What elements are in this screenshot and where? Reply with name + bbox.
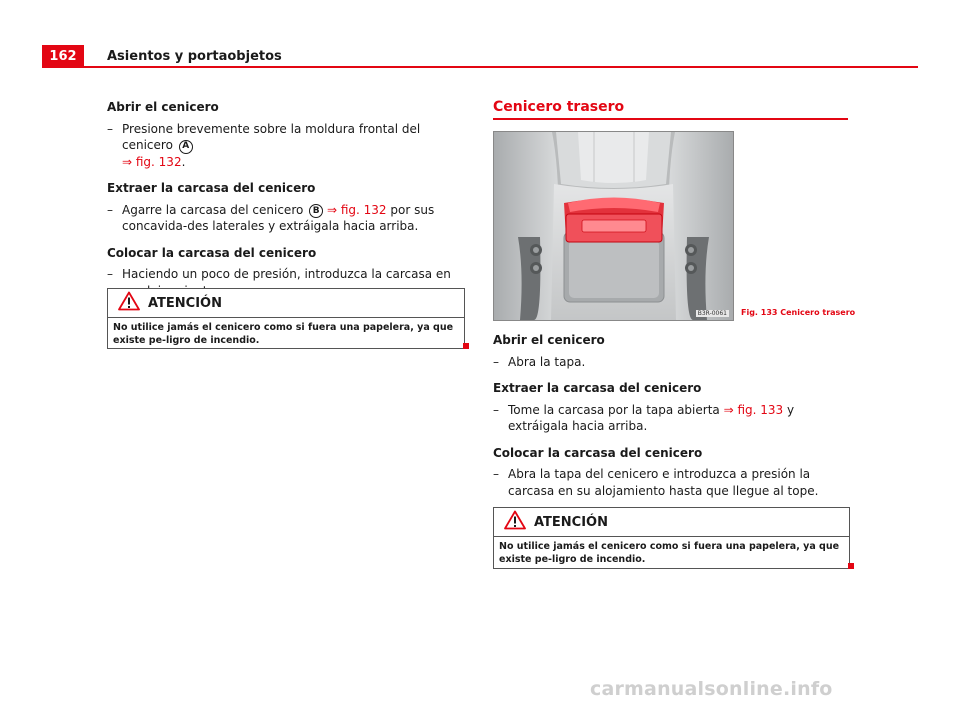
warning-box (493, 507, 850, 569)
warning-header (494, 508, 849, 537)
warning-box (107, 288, 465, 349)
ashtray-highlight (564, 198, 664, 243)
callout-badge-a: A (179, 140, 193, 154)
subheading-remove: Extraer la carcasa del cenicero (493, 381, 702, 395)
rear-ashtray-figure (493, 131, 734, 321)
right-column (493, 332, 848, 509)
header-divider (42, 66, 918, 68)
figure-reference-link[interactable]: ⇒ fig. 133 (723, 402, 784, 417)
subheading-place: Colocar la carcasa del cenicero (107, 245, 317, 260)
figure-caption: Fig. 133 Cenicero trasero (741, 308, 856, 317)
step-dash: – (107, 202, 113, 217)
subheading-remove: Extraer la carcasa del cenicero (107, 181, 316, 195)
warning-title: ATENCIÓN (148, 295, 222, 311)
step-open: – Presione brevemente sobre la moldura frontal del cenicero A ⇒ fig. 132. (107, 121, 421, 169)
figure-reference-link[interactable]: ⇒ fig. 132 (122, 154, 182, 169)
subheading-place: Colocar la carcasa del cenicero (493, 445, 703, 460)
subheading-open: Abrir el cenicero (107, 100, 219, 114)
subheading-open: Abrir el cenicero (493, 333, 605, 347)
left-column (107, 99, 465, 309)
step-dash: – (493, 354, 499, 369)
step-open: – Abra la tapa. (493, 354, 586, 369)
warning-title: ATENCIÓN (534, 514, 608, 530)
warning-triangle-icon (504, 510, 526, 534)
warning-body: No utilice jamás el cenicero como si fuera una papelera, ya que existe pe-ligro de incendio. (113, 322, 454, 346)
step-dash: – (493, 402, 499, 417)
step-dash: – (493, 467, 499, 481)
step-place: – Abra la tapa del cenicero e introduzca a presión la carcasa en su alojamiento hasta que llegue al tope. (493, 467, 819, 498)
end-of-section-marker (848, 563, 854, 569)
watermark: carmanualsonline.info (590, 678, 833, 700)
section-title: Cenicero trasero (493, 99, 625, 115)
step-dash: – (107, 267, 113, 281)
step-remove: – Agarre la carcasa del cenicero B ⇒ fig. 132 por sus concavida-des laterales y extráigala hacia arriba. (107, 202, 435, 233)
end-of-section-marker (463, 343, 469, 349)
warning-header (108, 289, 464, 318)
warning-triangle-icon (118, 291, 140, 315)
step-remove: – Tome la carcasa por la tapa abierta ⇒ fig. 133 y extráigala hacia arriba. (493, 402, 795, 433)
figure-reference-link[interactable]: ⇒ fig. 132 (326, 202, 387, 217)
figure-code: B3R-0061 (697, 310, 727, 317)
rear-ashtray-illustration (494, 132, 733, 320)
callout-badge-b: B (309, 204, 323, 218)
warning-body: No utilice jamás el cenicero como si fuera una papelera, ya que existe pe-ligro de incendio. (499, 541, 840, 565)
page-number: 162 (42, 45, 84, 67)
page-header-title: Asientos y portaobjetos (107, 49, 282, 64)
step-dash: – (107, 121, 113, 136)
section-divider (493, 118, 848, 120)
step-place: – Haciendo un poco de presión, introduzca la carcasa en (107, 267, 451, 281)
